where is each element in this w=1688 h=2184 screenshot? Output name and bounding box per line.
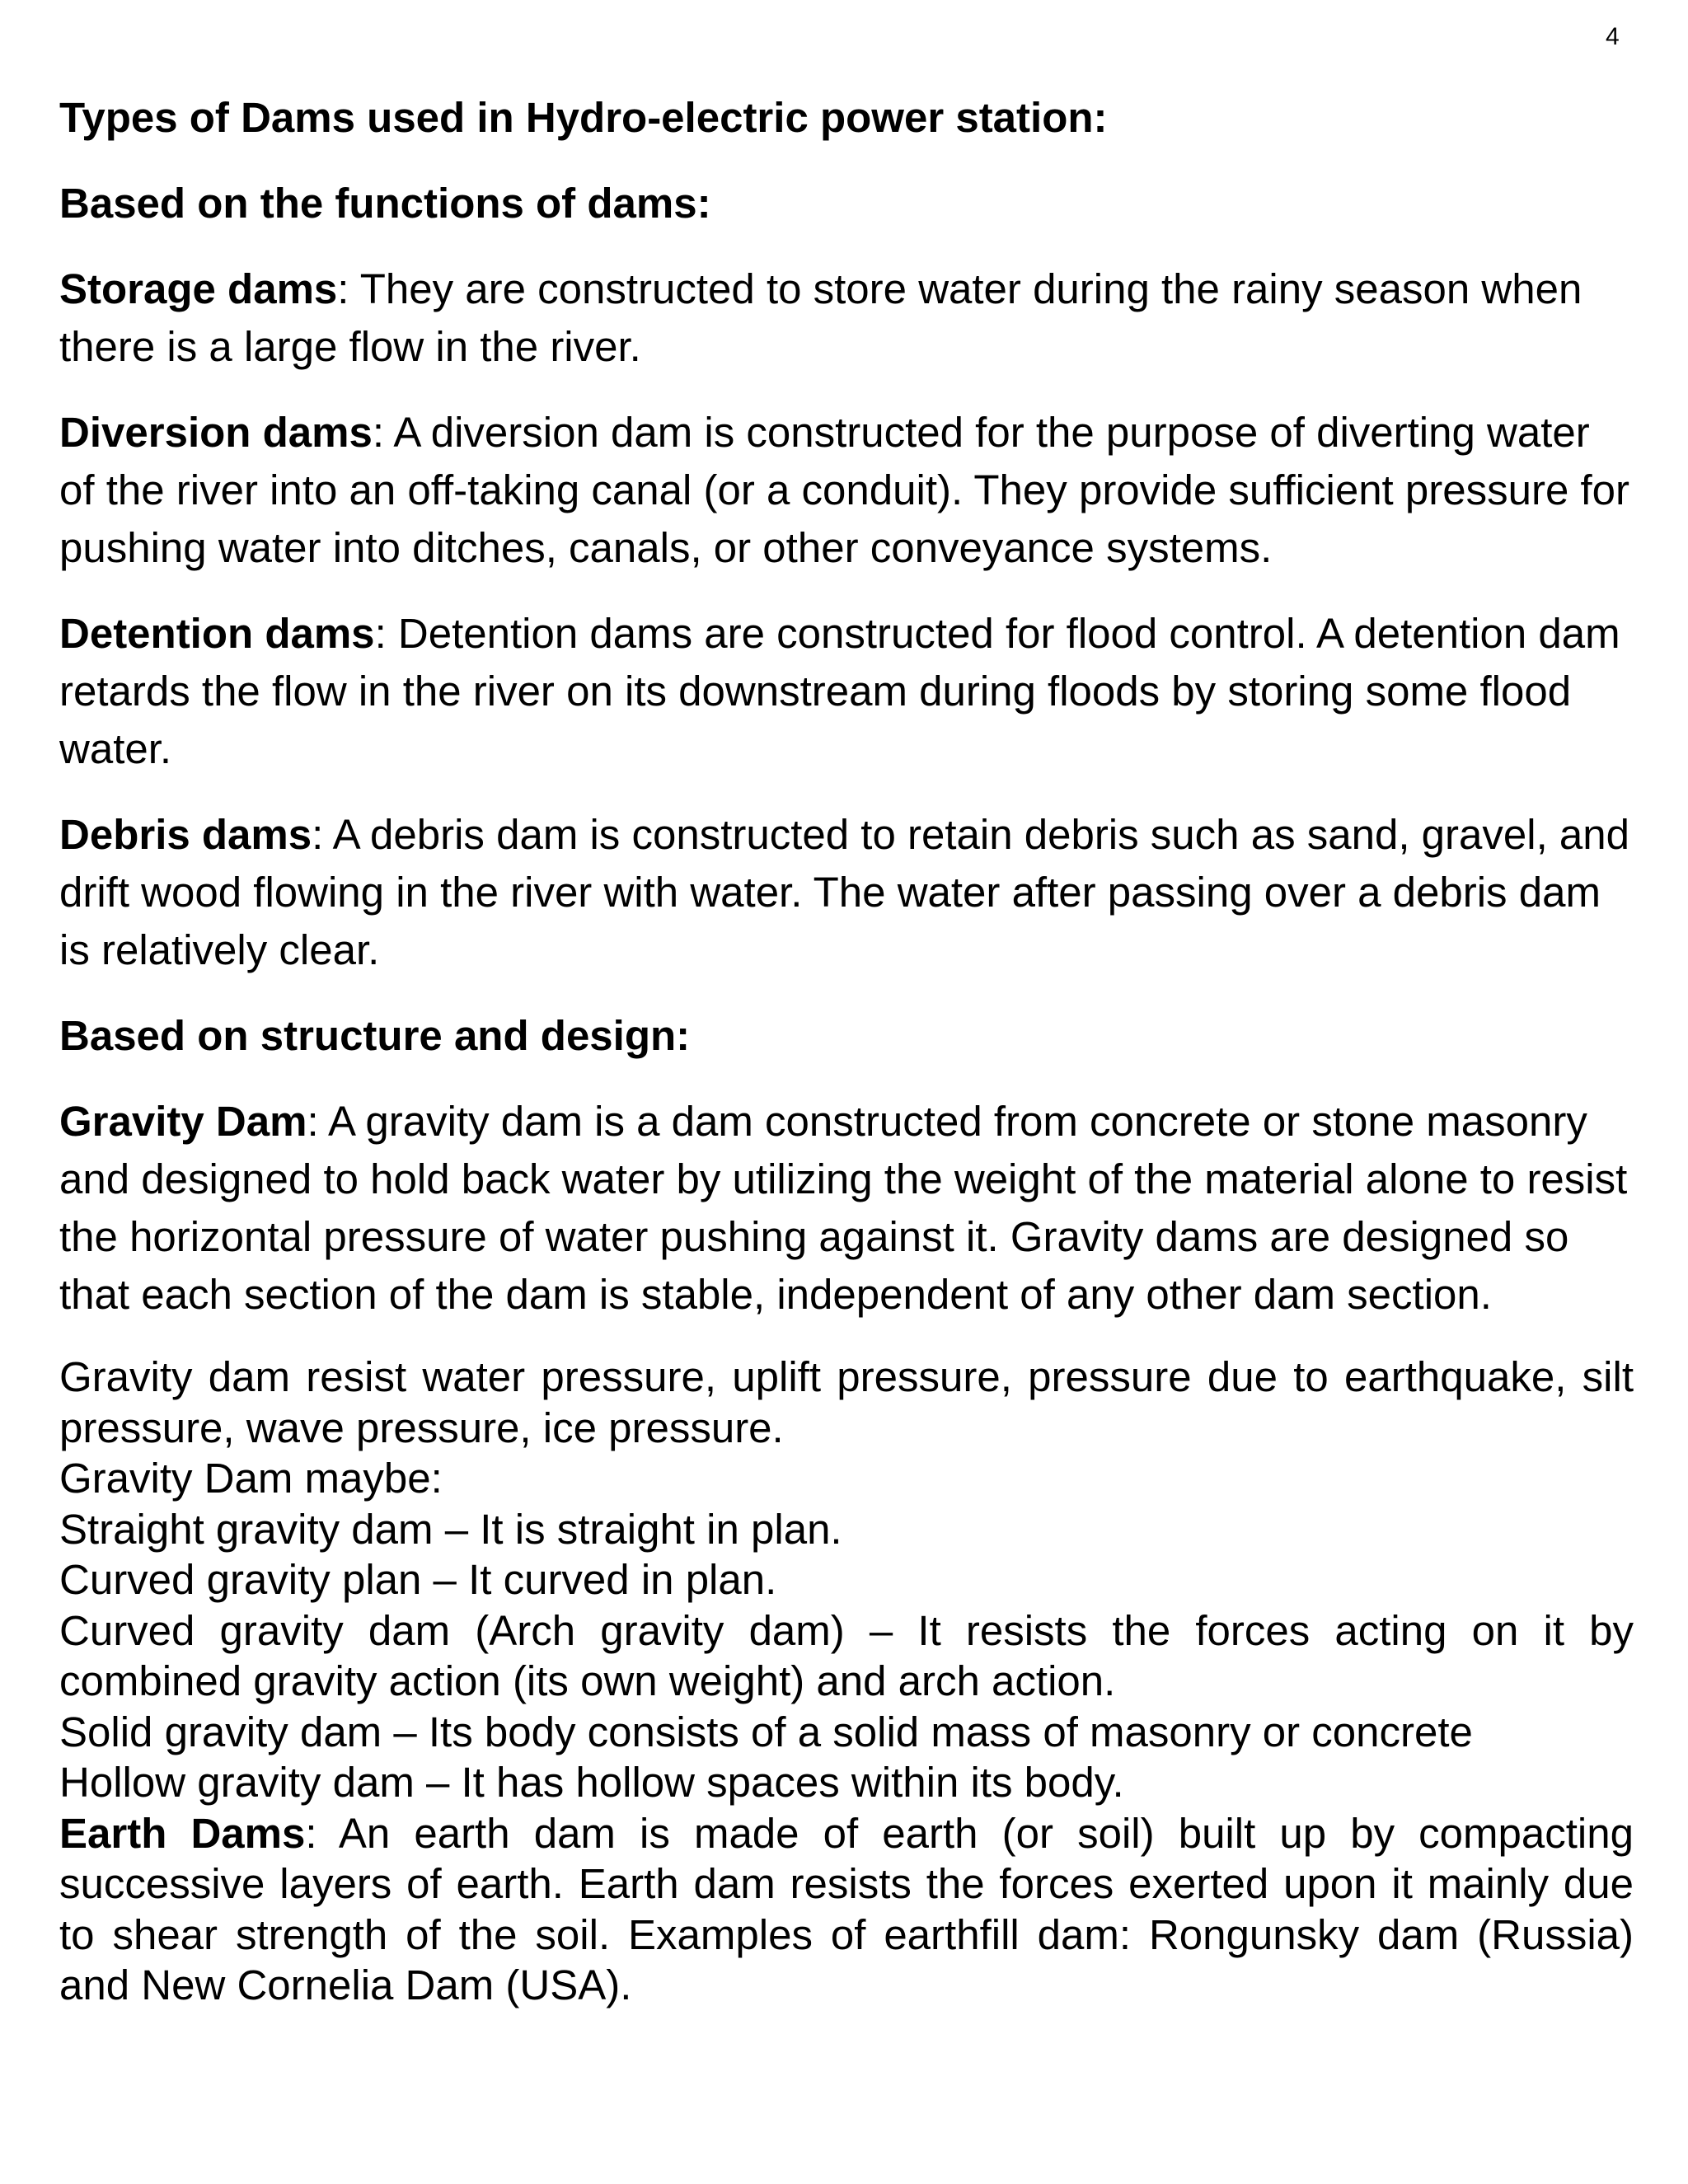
arch-gravity-line: Curved gravity dam (Arch gravity dam) – It resists the forces acting on it by combined gravity action (its own weight) and arch action. bbox=[59, 1606, 1634, 1704]
page-title: Types of Dams used in Hydro-electric power station: bbox=[59, 94, 1108, 141]
paragraph-detention-dams bbox=[59, 605, 1634, 778]
hollow-gravity-line: Hollow gravity dam – It has hollow spaces within its body. bbox=[59, 1759, 1124, 1806]
paragraph-storage-dams bbox=[59, 260, 1634, 376]
gravity-maybe-line: Gravity Dam maybe: bbox=[59, 1455, 443, 1502]
paragraph-gravity-dam bbox=[59, 1093, 1634, 1324]
text-earth-dams: : An earth dam is made of earth (or soil) built up by compacting successive layers of earth. Earth dam resists the forces exerted upon it mainly due to shear strength of the soil. Examples of earthfill dam: Rongunsky dam (Russia) and New Cornelia Dam (USA). bbox=[59, 1809, 1634, 2008]
term-diversion-dams: Diversion dams bbox=[59, 409, 373, 456]
term-gravity-dam: Gravity Dam bbox=[59, 1098, 307, 1145]
section-heading-functions: Based on the functions of dams: bbox=[59, 180, 711, 227]
straight-gravity-line: Straight gravity dam – It is straight in plan. bbox=[59, 1505, 842, 1553]
text-storage-dams: : They are constructed to store water during the rainy season when there is a large flow in the river. bbox=[59, 265, 1582, 370]
term-earth-dams: Earth Dams bbox=[59, 1809, 306, 1857]
page-number: 4 bbox=[1606, 23, 1620, 50]
text-gravity-dam: : A gravity dam is a dam constructed from concrete or stone masonry and designed to hold back water by utilizing the weight of the material alone to resist the horizontal pressure of water pushing against it. Gravity dams are designed so that each section of the dam is stable, independent of any other dam section. bbox=[59, 1098, 1628, 1318]
paragraph-diversion-dams bbox=[59, 404, 1634, 577]
paragraph-debris-dams bbox=[59, 806, 1634, 979]
term-storage-dams: Storage dams bbox=[59, 265, 338, 312]
text-debris-dams: : A debris dam is constructed to retain debris such as sand, gravel, and drift wood flowing in the river with water. The water after passing over a debris dam is relatively clear. bbox=[59, 811, 1630, 973]
gravity-resist-line: Gravity dam resist water pressure, uplift pressure, pressure due to earthquake, silt pressure, wave pressure, ice pressure. bbox=[59, 1353, 1634, 1451]
section-heading-structure: Based on structure and design: bbox=[59, 1012, 691, 1059]
text-detention-dams: : Detention dams are constructed for flood control. A detention dam retards the flow in the river on its downstream during floods by storing some flood water. bbox=[59, 610, 1620, 772]
text-diversion-dams: : A diversion dam is constructed for the purpose of diverting water of the river into an off-taking canal (or a conduit). They provide sufficient pressure for pushing water into ditches, canals, or other conveyance systems. bbox=[59, 409, 1630, 571]
solid-gravity-line: Solid gravity dam – Its body consists of a solid mass of masonry or concrete bbox=[59, 1708, 1473, 1755]
gravity-dam-details bbox=[59, 1352, 1634, 2011]
document-body bbox=[59, 89, 1634, 2011]
paragraph-earth-dams bbox=[59, 1808, 1634, 2011]
curved-gravity-plan-line: Curved gravity plan – It curved in plan. bbox=[59, 1556, 777, 1603]
term-detention-dams: Detention dams bbox=[59, 610, 375, 657]
term-debris-dams: Debris dams bbox=[59, 811, 312, 858]
